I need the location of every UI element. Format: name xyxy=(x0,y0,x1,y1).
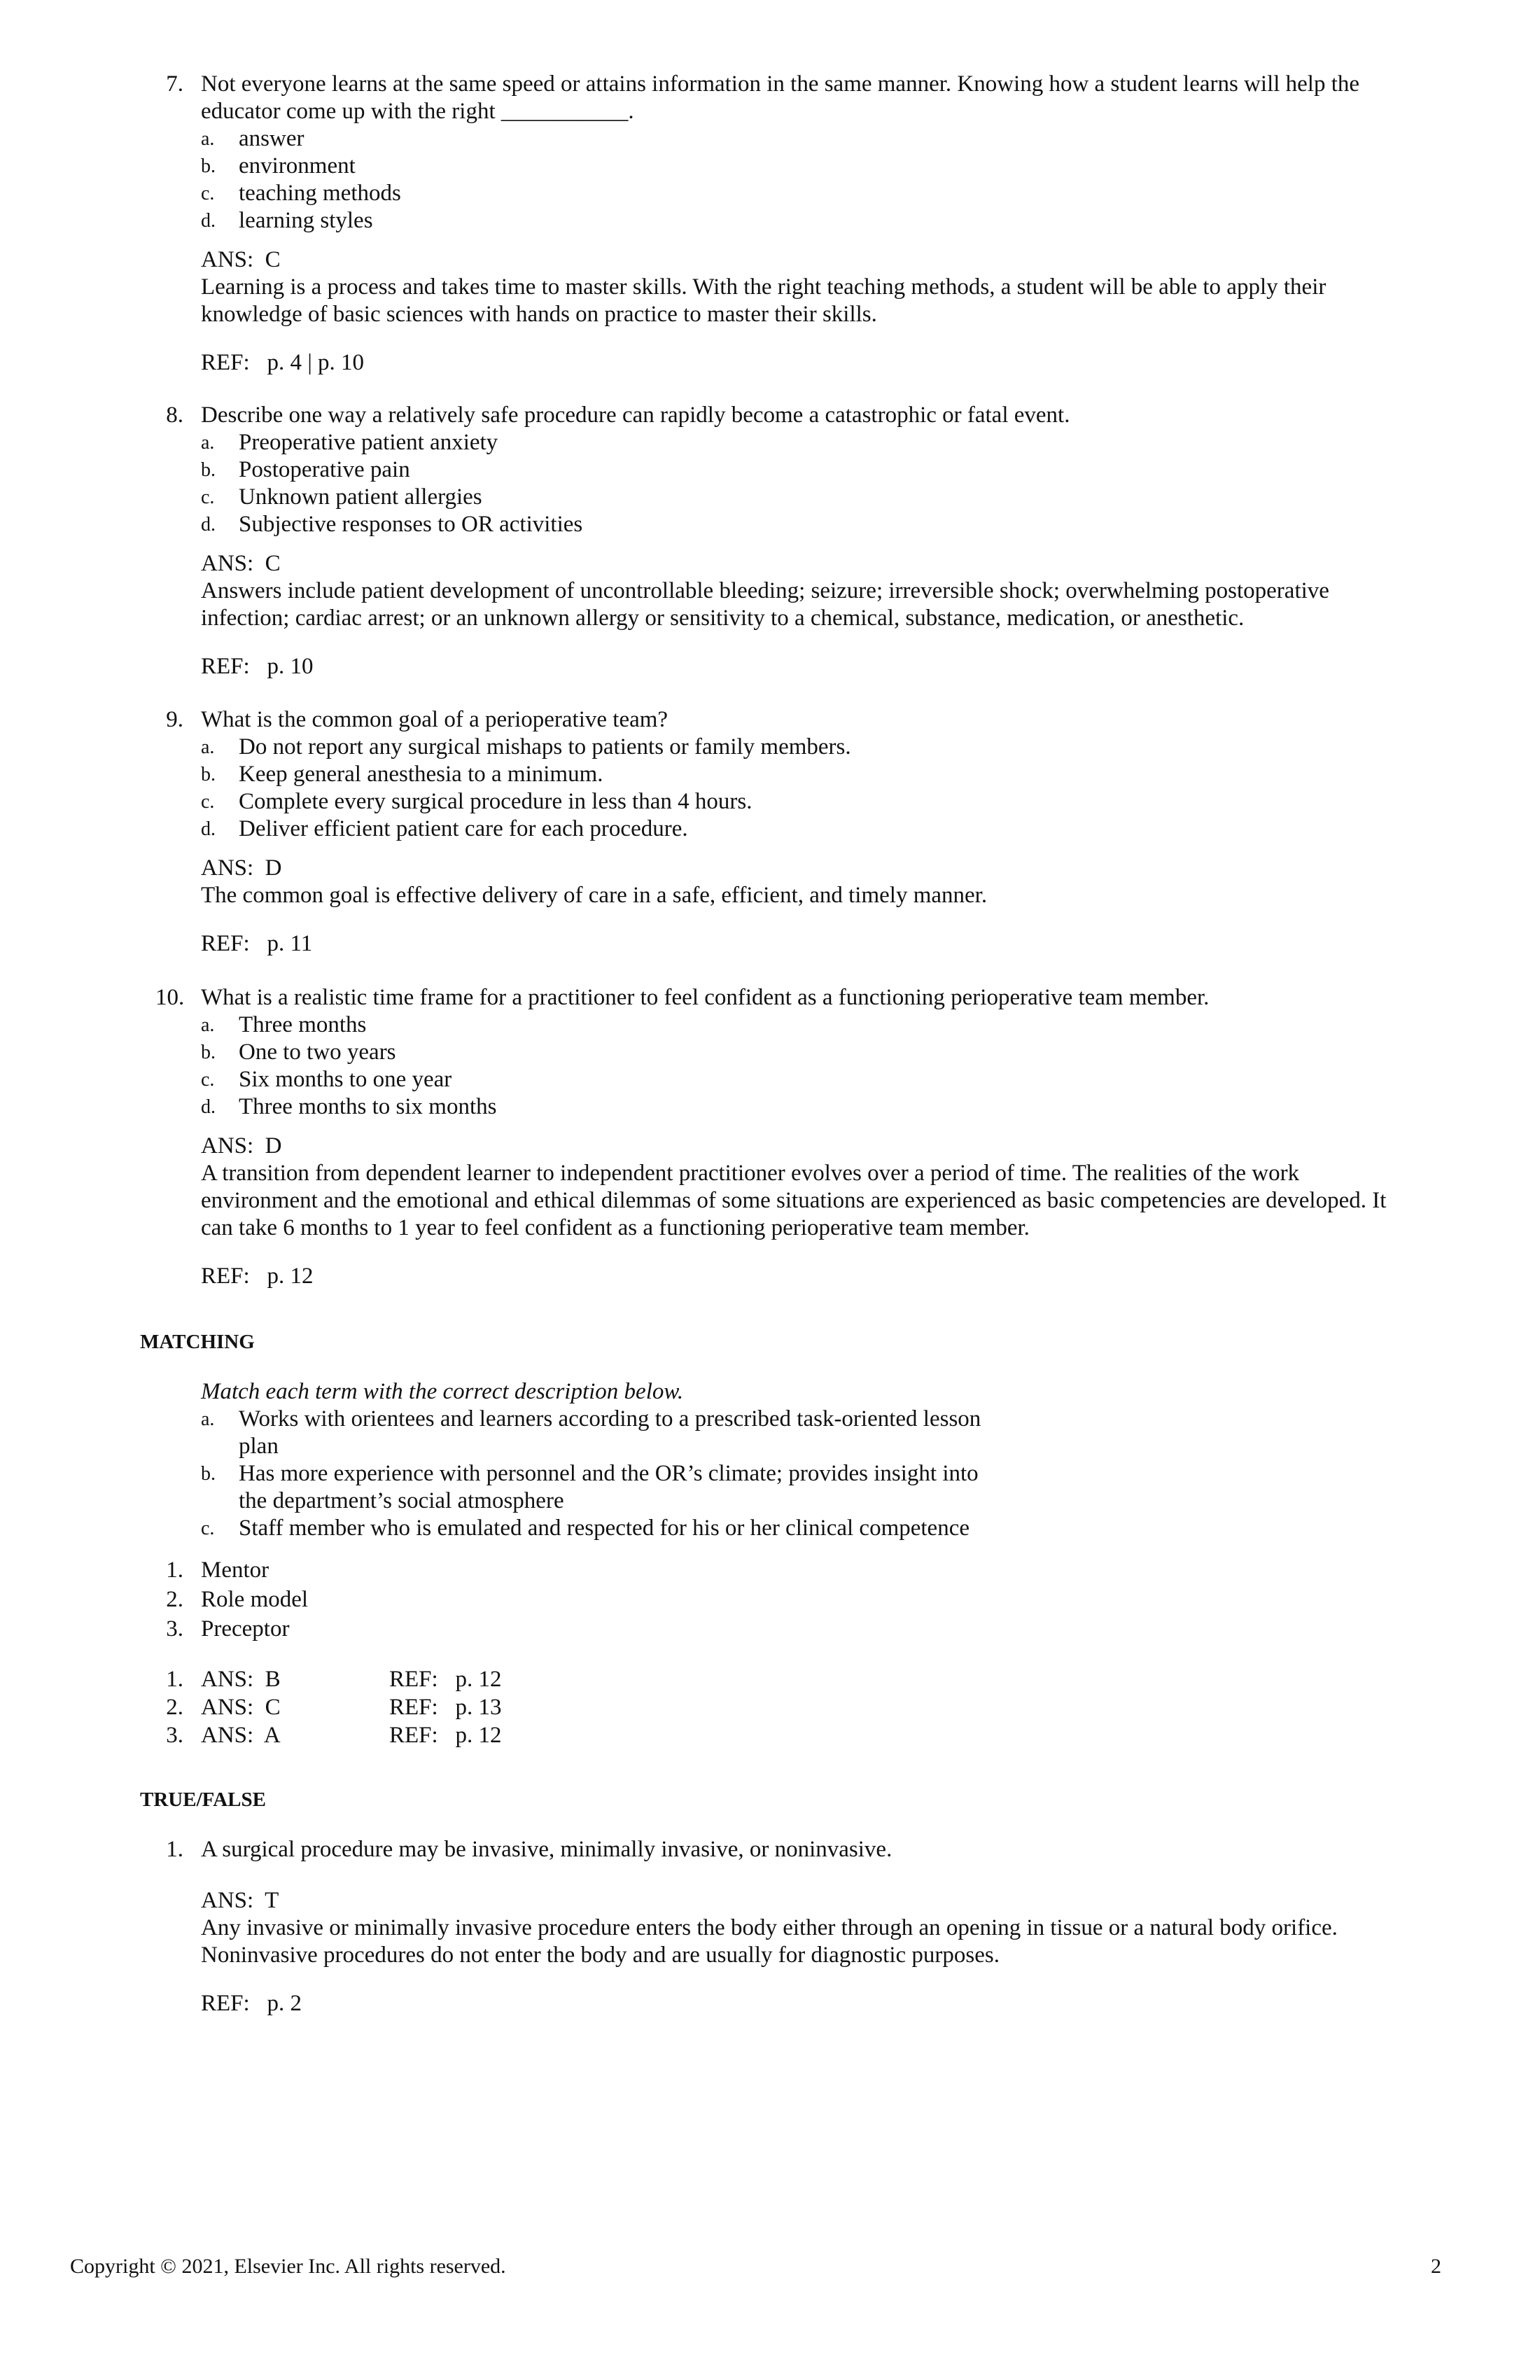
line xyxy=(0,274,1540,301)
rationale-line: Learning is a process and takes time to master skills. With the right teaching methods, a student will be able to apply their xyxy=(201,274,1326,300)
option-text: Keep general anesthesia to a minimum. xyxy=(239,762,603,787)
option-text: Unknown patient allergies xyxy=(239,484,482,510)
line xyxy=(0,1187,1540,1214)
question-block xyxy=(0,402,1540,680)
line xyxy=(0,484,1540,511)
option-letter: c. xyxy=(201,486,215,508)
line xyxy=(0,349,1540,377)
rationale-line: environment and the emotional and ethical dilemmas of some situations are experienced as basic competencies are developed. It xyxy=(201,1188,1387,1213)
term-number: 3. xyxy=(166,1616,183,1642)
line xyxy=(0,429,1540,456)
line xyxy=(0,246,1540,274)
line xyxy=(0,511,1540,538)
question-number: 1. xyxy=(166,1837,183,1862)
line xyxy=(0,1093,1540,1121)
line xyxy=(0,706,1540,734)
line xyxy=(0,761,1540,788)
line xyxy=(0,788,1540,816)
description-text: Works with orientees and learners according to a prescribed task-oriented lesson xyxy=(239,1406,981,1432)
rationale-line: knowledge of basic sciences with hands on practice to master their skills. xyxy=(201,302,877,327)
line xyxy=(0,301,1540,328)
matching-terms xyxy=(0,1555,1540,1644)
option-letter: d. xyxy=(201,818,216,840)
true-false-heading: TRUE/FALSE xyxy=(140,1788,266,1811)
option-letter: a. xyxy=(201,1014,215,1036)
option-letter: a. xyxy=(201,128,215,150)
option-text: Do not report any surgical mishaps to patients or family members. xyxy=(239,734,851,760)
option-text: Three months to six months xyxy=(239,1094,497,1119)
option-text: Preoperative patient anxiety xyxy=(239,430,498,455)
line xyxy=(0,855,1540,882)
line xyxy=(0,1555,1540,1585)
matching-instruction: Match each term with the correct description below. xyxy=(201,1379,684,1404)
option-text: answer xyxy=(239,126,304,151)
reference: REF: p. 12 xyxy=(389,1723,502,1748)
question-number: 10. xyxy=(155,985,185,1010)
line xyxy=(0,1133,1540,1160)
term-text: Preceptor xyxy=(201,1616,290,1642)
reference: REF: p. 12 xyxy=(389,1667,502,1692)
option-letter: b. xyxy=(201,764,216,785)
answer: ANS: B xyxy=(201,1667,281,1692)
line xyxy=(0,153,1540,180)
question-text: Not everyone learns at the same speed or attains information in the same manner. Knowing how a student learns will help the xyxy=(201,71,1360,97)
question-block xyxy=(0,706,1540,958)
answer: ANS: D xyxy=(201,1133,282,1158)
option-text: teaching methods xyxy=(239,181,401,206)
line xyxy=(0,605,1540,632)
option-letter: c. xyxy=(201,791,215,813)
page-number: 2 xyxy=(1431,2255,1441,2278)
line xyxy=(0,984,1540,1011)
term-number: 1. xyxy=(166,1558,183,1583)
option-text: learning styles xyxy=(239,208,373,233)
question-text: What is the common goal of a perioperative team? xyxy=(201,707,668,732)
line xyxy=(0,402,1540,429)
matching-instructions xyxy=(0,1378,1540,1542)
question-text: What is a realistic time frame for a practitioner to feel confident as a functioning perioperative team member. xyxy=(201,985,1210,1010)
rationale-line: A transition from dependent learner to independent practitioner evolves over a period of time. The realities of the work xyxy=(201,1161,1300,1186)
line xyxy=(0,1066,1540,1093)
description-text: Staff member who is emulated and respected for his or her clinical competence xyxy=(239,1516,969,1541)
answer: ANS: C xyxy=(201,247,281,272)
rationale-line: infection; cardiac arrest; or an unknown allergy or sensitivity to a chemical, substance, medication, or anesthetic. xyxy=(201,606,1245,631)
answer-number: 1. xyxy=(166,1667,183,1692)
description-text: plan xyxy=(239,1434,279,1459)
answer: ANS: D xyxy=(201,855,282,881)
line xyxy=(0,456,1540,484)
rationale-line: Noninvasive procedures do not enter the body and are usually for diagnostic purposes. xyxy=(201,1942,1000,1968)
option-letter: b. xyxy=(201,459,216,481)
line xyxy=(0,1011,1540,1039)
true-false-question xyxy=(0,1836,1540,2017)
line xyxy=(0,816,1540,843)
line xyxy=(0,882,1540,909)
line xyxy=(0,98,1540,125)
term-text: Role model xyxy=(201,1587,309,1612)
option-text: Postoperative pain xyxy=(239,457,410,482)
line xyxy=(0,1263,1540,1290)
description-letter: a. xyxy=(201,1408,215,1430)
question-number: 9. xyxy=(166,707,183,732)
line xyxy=(0,125,1540,153)
line xyxy=(0,1460,1540,1488)
line xyxy=(0,207,1540,234)
reference: REF: p. 11 xyxy=(201,931,313,956)
description-text: the department’s social atmosphere xyxy=(239,1488,564,1513)
line xyxy=(0,1515,1540,1542)
line xyxy=(0,1488,1540,1515)
reference: REF: p. 2 xyxy=(201,1991,302,2016)
line xyxy=(0,578,1540,605)
description-letter: c. xyxy=(201,1518,215,1539)
option-letter: c. xyxy=(201,183,215,204)
term-number: 2. xyxy=(166,1587,183,1612)
line xyxy=(0,1160,1540,1187)
option-text: Six months to one year xyxy=(239,1067,452,1092)
question-text: educator come up with the right ___________. xyxy=(201,99,634,124)
option-text: Complete every surgical procedure in less than 4 hours. xyxy=(239,789,752,814)
option-letter: c. xyxy=(201,1069,215,1091)
answer: ANS: C xyxy=(201,551,281,576)
line xyxy=(0,180,1540,207)
line xyxy=(0,1039,1540,1066)
question-number: 8. xyxy=(166,402,183,428)
answer: ANS: T xyxy=(201,1888,279,1913)
matching-heading: MATCHING xyxy=(140,1331,255,1353)
line xyxy=(0,1693,1540,1721)
reference: REF: p. 4 | p. 10 xyxy=(201,350,365,375)
line xyxy=(0,1433,1540,1460)
option-letter: a. xyxy=(201,736,215,758)
line xyxy=(0,734,1540,761)
line xyxy=(0,550,1540,578)
option-letter: b. xyxy=(201,155,216,177)
answer-number: 3. xyxy=(166,1723,183,1748)
reference: REF: p. 12 xyxy=(201,1264,314,1289)
answer-number: 2. xyxy=(166,1695,183,1720)
option-letter: b. xyxy=(201,1042,216,1063)
answer: ANS: A xyxy=(201,1723,281,1748)
option-text: Deliver efficient patient care for each procedure. xyxy=(239,816,688,841)
option-letter: d. xyxy=(201,1096,216,1118)
question-text: Describe one way a relatively safe procedure can rapidly become a catastrophic or fatal event. xyxy=(201,402,1070,428)
reference: REF: p. 10 xyxy=(201,654,314,679)
option-letter: a. xyxy=(201,432,215,454)
copyright-footer: Copyright © 2021, Elsevier Inc. All rights reserved. xyxy=(70,2255,506,2278)
question-number: 7. xyxy=(166,71,183,97)
line xyxy=(0,1214,1540,1242)
line xyxy=(0,1614,1540,1644)
rationale-line: can take 6 months to 1 year to feel confident as a functioning perioperative team member. xyxy=(201,1215,1030,1240)
rationale-line: The common goal is effective delivery of care in a safe, efficient, and timely manner. xyxy=(201,883,988,908)
option-letter: d. xyxy=(201,514,216,536)
question-block xyxy=(0,71,1540,377)
rationale-line: Any invasive or minimally invasive procedure enters the body either through an opening in tissue or a natural body orifice. xyxy=(201,1915,1338,1940)
line xyxy=(0,1721,1540,1749)
line xyxy=(0,930,1540,958)
option-text: One to two years xyxy=(239,1040,396,1065)
option-text: Three months xyxy=(239,1012,367,1037)
line xyxy=(0,653,1540,680)
reference: REF: p. 13 xyxy=(389,1695,502,1720)
rationale-line: Answers include patient development of uncontrollable bleeding; seizure; irreversible shock; overwhelming postoperative xyxy=(201,578,1329,603)
line xyxy=(0,71,1540,98)
option-letter: d. xyxy=(201,210,216,232)
question-text: A surgical procedure may be invasive, minimally invasive, or noninvasive. xyxy=(201,1837,892,1862)
term-text: Mentor xyxy=(201,1558,270,1583)
description-text: Has more experience with personnel and the OR’s climate; provides insight into xyxy=(239,1461,979,1486)
description-letter: b. xyxy=(201,1463,216,1485)
line xyxy=(0,1406,1540,1433)
option-text: Subjective responses to OR activities xyxy=(239,512,583,537)
line xyxy=(0,1585,1540,1614)
question-block xyxy=(0,984,1540,1290)
line xyxy=(0,1665,1540,1693)
matching-answers xyxy=(0,1665,1540,1749)
answer: ANS: C xyxy=(201,1695,281,1720)
option-text: environment xyxy=(239,153,356,178)
